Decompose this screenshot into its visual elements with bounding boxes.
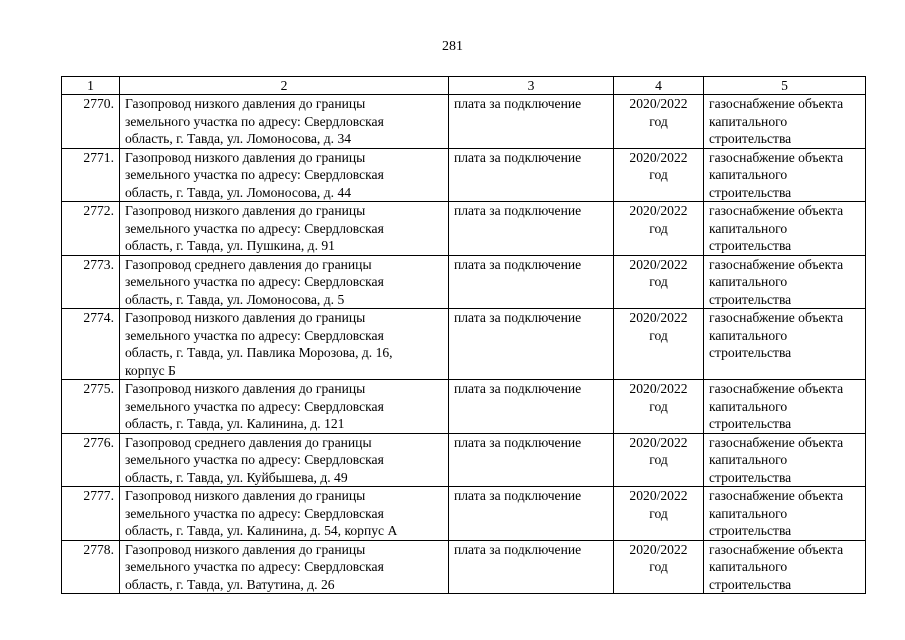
table-row xyxy=(62,487,866,541)
object-description-line: Газопровод среднего давления до границы xyxy=(125,256,372,272)
row-number-cell: 2775. xyxy=(62,380,120,434)
period-line: 2020/2022 xyxy=(629,310,688,325)
purpose-line: строительства xyxy=(709,523,792,538)
investment-source-cell: плата за подключение xyxy=(449,148,614,202)
object-description-line: земельного участка по адресу: Свердловская xyxy=(125,167,384,182)
purpose-line: газоснабжение объекта xyxy=(709,310,844,325)
investment-source-cell: плата за подключение xyxy=(449,433,614,487)
object-description-line: Газопровод низкого давления до границы xyxy=(125,149,366,165)
object-description-cell xyxy=(120,433,449,487)
header-col-4: 4 xyxy=(614,77,704,95)
period-line: 2020/2022 xyxy=(629,149,688,165)
period-cell xyxy=(614,433,704,487)
purpose-cell xyxy=(704,309,866,380)
row-number-cell: 2776. xyxy=(62,433,120,487)
object-description-line: Газопровод среднего давления до границы xyxy=(125,434,372,450)
header-col-5: 5 xyxy=(704,77,866,95)
purpose-line: строительства xyxy=(709,184,792,200)
table-row xyxy=(62,148,866,202)
period-line: год xyxy=(649,327,668,343)
investment-source-cell: плата за подключение xyxy=(449,255,614,309)
object-description-line: Газопровод низкого давления до границы xyxy=(125,96,366,111)
period-cell xyxy=(614,540,704,594)
period-cell xyxy=(614,255,704,309)
purpose-cell xyxy=(704,95,866,149)
data-table xyxy=(61,76,866,594)
period-line: год xyxy=(649,398,668,414)
period-line: 2020/2022 xyxy=(629,541,688,557)
purpose-line: капитального xyxy=(709,327,788,343)
object-description-line: область, г. Тавда, ул. Калинина, д. 54, корпус А xyxy=(125,523,398,538)
object-description-cell xyxy=(120,309,449,380)
purpose-line: капитального xyxy=(709,220,788,236)
object-description-cell xyxy=(120,148,449,202)
object-description-line: область, г. Тавда, ул. Ватутина, д. 26 xyxy=(125,576,335,592)
period-line: год xyxy=(649,167,668,182)
header-col-2: 2 xyxy=(120,77,449,95)
row-number-cell: 2773. xyxy=(62,255,120,309)
period-line: 2020/2022 xyxy=(629,256,688,272)
purpose-cell xyxy=(704,487,866,541)
investment-source-cell: плата за подключение xyxy=(449,202,614,256)
purpose-line: газоснабжение объекта xyxy=(709,434,844,450)
row-number-cell: 2770. xyxy=(62,95,120,149)
object-description-line: земельного участка по адресу: Свердловская xyxy=(125,327,384,343)
object-description-cell xyxy=(120,487,449,541)
object-description-line: область, г. Тавда, ул. Ломоносова, д. 44 xyxy=(125,184,352,200)
object-description-cell xyxy=(120,255,449,309)
purpose-line: строительства xyxy=(709,576,792,592)
purpose-line: капитального xyxy=(709,505,788,521)
purpose-cell xyxy=(704,148,866,202)
purpose-line: строительства xyxy=(709,416,792,431)
purpose-cell xyxy=(704,540,866,594)
header-col-3: 3 xyxy=(449,77,614,95)
object-description-line: корпус Б xyxy=(125,362,176,378)
object-description-line: Газопровод низкого давления до границы xyxy=(125,541,366,557)
period-line: год xyxy=(649,113,668,129)
table-row xyxy=(62,255,866,309)
object-description-line: земельного участка по адресу: Свердловская xyxy=(125,113,384,129)
object-description-line: земельного участка по адресу: Свердловская xyxy=(125,452,384,467)
object-description-line: земельного участка по адресу: Свердловская xyxy=(125,274,384,289)
object-description-line: земельного участка по адресу: Свердловская xyxy=(125,559,384,574)
purpose-line: строительства xyxy=(709,131,792,146)
object-description-line: область, г. Тавда, ул. Куйбышева, д. 49 xyxy=(125,469,348,485)
purpose-line: капитального xyxy=(709,113,788,129)
purpose-cell xyxy=(704,202,866,256)
object-description-cell xyxy=(120,202,449,256)
table-row xyxy=(62,380,866,434)
purpose-line: строительства xyxy=(709,238,792,253)
table-row xyxy=(62,540,866,594)
object-description-line: земельного участка по адресу: Свердловская xyxy=(125,505,384,521)
purpose-line: строительства xyxy=(709,345,792,360)
purpose-line: капитального xyxy=(709,398,788,414)
purpose-line: газоснабжение объекта xyxy=(709,149,844,165)
table-row xyxy=(62,309,866,380)
purpose-line: газоснабжение объекта xyxy=(709,96,844,111)
row-number-cell: 2778. xyxy=(62,540,120,594)
purpose-line: газоснабжение объекта xyxy=(709,203,844,218)
object-description-line: Газопровод низкого давления до границы xyxy=(125,203,366,218)
purpose-line: капитального xyxy=(709,559,788,574)
investment-source-cell: плата за подключение xyxy=(449,487,614,541)
table-row xyxy=(62,95,866,149)
period-line: год xyxy=(649,505,668,521)
table-row xyxy=(62,433,866,487)
period-cell xyxy=(614,95,704,149)
period-cell xyxy=(614,487,704,541)
object-description-line: Газопровод низкого давления до границы xyxy=(125,310,366,325)
purpose-cell xyxy=(704,433,866,487)
period-cell xyxy=(614,148,704,202)
purpose-line: газоснабжение объекта xyxy=(709,256,844,272)
period-line: год xyxy=(649,220,668,236)
period-cell xyxy=(614,202,704,256)
period-line: 2020/2022 xyxy=(629,488,688,503)
investment-source-cell: плата за подключение xyxy=(449,540,614,594)
period-line: год xyxy=(649,452,668,467)
purpose-cell xyxy=(704,380,866,434)
table-body xyxy=(62,95,866,594)
investment-source-cell: плата за подключение xyxy=(449,309,614,380)
purpose-cell xyxy=(704,255,866,309)
object-description-cell xyxy=(120,380,449,434)
object-description-line: земельного участка по адресу: Свердловская xyxy=(125,220,384,236)
period-line: год xyxy=(649,274,668,289)
page-number: 281 xyxy=(442,39,463,54)
purpose-line: строительства xyxy=(709,291,792,307)
period-cell xyxy=(614,380,704,434)
object-description-line: Газопровод низкого давления до границы xyxy=(125,381,366,396)
row-number-cell: 2771. xyxy=(62,148,120,202)
period-line: 2020/2022 xyxy=(629,381,688,396)
object-description-line: область, г. Тавда, ул. Ломоносова, д. 34 xyxy=(125,131,352,146)
object-description-line: область, г. Тавда, ул. Пушкина, д. 91 xyxy=(125,238,335,253)
purpose-line: газоснабжение объекта xyxy=(709,381,844,396)
period-line: 2020/2022 xyxy=(629,203,688,218)
object-description-line: область, г. Тавда, ул. Ломоносова, д. 5 xyxy=(125,291,345,307)
table-header-row xyxy=(62,77,866,95)
purpose-line: капитального xyxy=(709,167,788,182)
investment-source-cell: плата за подключение xyxy=(449,380,614,434)
investment-source-cell: плата за подключение xyxy=(449,95,614,149)
object-description-cell xyxy=(120,95,449,149)
period-line: год xyxy=(649,559,668,574)
object-description-line: Газопровод низкого давления до границы xyxy=(125,488,366,503)
header-col-1: 1 xyxy=(62,77,120,95)
period-line: 2020/2022 xyxy=(629,96,688,111)
period-cell xyxy=(614,309,704,380)
purpose-line: строительства xyxy=(709,469,792,485)
object-description-line: земельного участка по адресу: Свердловская xyxy=(125,398,384,414)
object-description-line: область, г. Тавда, ул. Павлика Морозова, д. 16, xyxy=(125,345,393,360)
purpose-line: капитального xyxy=(709,274,788,289)
object-description-line: область, г. Тавда, ул. Калинина, д. 121 xyxy=(125,416,345,431)
purpose-line: газоснабжение объекта xyxy=(709,541,844,557)
purpose-line: капитального xyxy=(709,452,788,467)
period-line: 2020/2022 xyxy=(629,434,688,450)
row-number-cell: 2777. xyxy=(62,487,120,541)
row-number-cell: 2772. xyxy=(62,202,120,256)
table-row xyxy=(62,202,866,256)
object-description-cell xyxy=(120,540,449,594)
purpose-line: газоснабжение объекта xyxy=(709,488,844,503)
row-number-cell: 2774. xyxy=(62,309,120,380)
